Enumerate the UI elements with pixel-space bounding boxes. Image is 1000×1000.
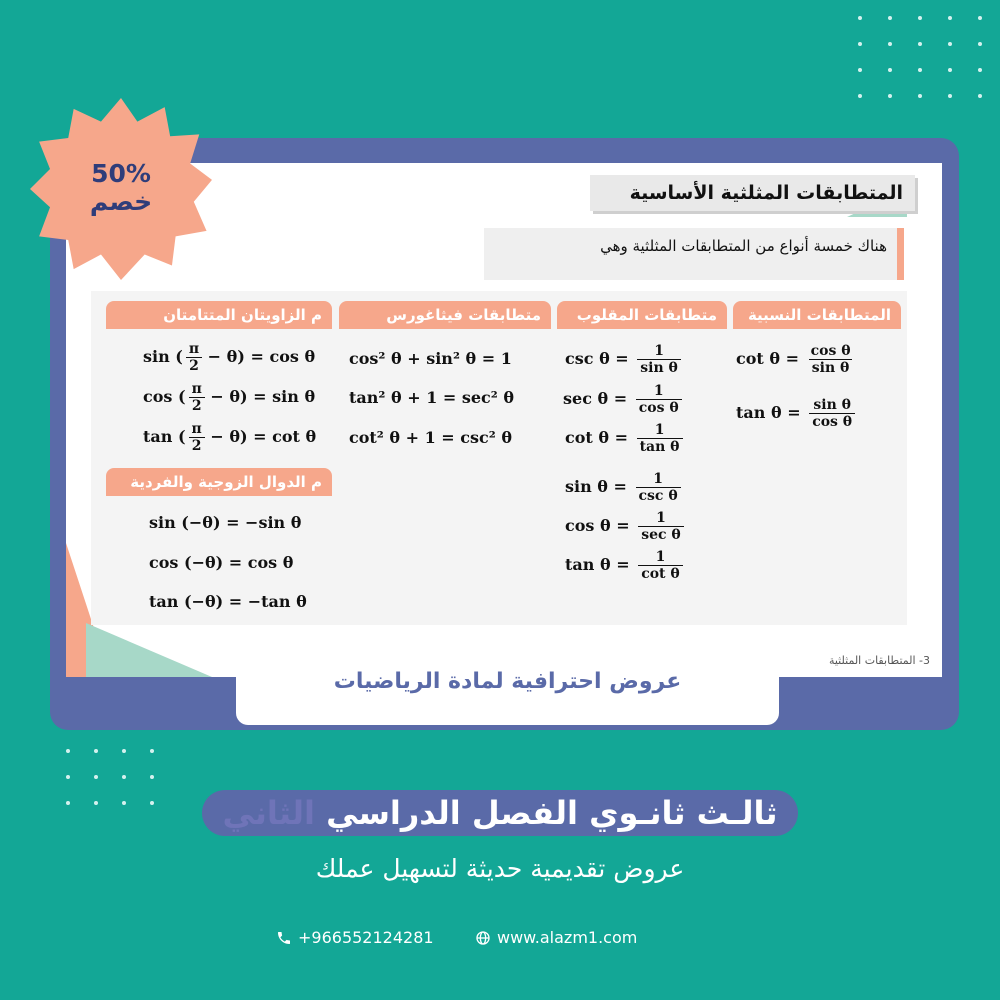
phone-number: +966552124281 xyxy=(298,928,434,947)
formula: cot θ = $\frac{1}{\text{tan θ}}$ xyxy=(565,422,683,455)
formula: csc θ = $\frac{1}{\text{sin θ}}$ xyxy=(565,343,681,376)
formula: tan (−θ) = −tan θ xyxy=(149,592,307,611)
slide-intro: هناك خمسة أنواع من المتطابقات المثلثية وهي xyxy=(484,228,904,280)
decorative-dots-top-right xyxy=(858,16,982,98)
banner-text: عروض احترافية لمادة الرياضيات xyxy=(333,669,682,694)
formula: sin θ = $\frac{1}{\text{csc θ}}$ xyxy=(565,471,681,504)
slide-footer: 3- المتطابقات المثلثية xyxy=(828,654,930,667)
group-header-even-odd: م الدوال الزوجية والفردية xyxy=(106,468,332,496)
banner xyxy=(236,643,779,725)
group-header-pythagorean: متطابقات فيثاغورس xyxy=(339,301,551,329)
headline-main: ثالـث ثانـوي الفصل الدراسي xyxy=(326,794,778,832)
formula: sec θ = $\frac{1}{\text{cos θ}}$ xyxy=(563,383,682,416)
website-link[interactable] xyxy=(475,928,637,947)
identities-panel xyxy=(91,291,907,625)
discount-badge-text xyxy=(30,160,212,216)
formula: cos ( $\frac{\pi}{2}$ − θ) = sin θ xyxy=(143,381,316,414)
formula: cos (−θ) = cos θ xyxy=(149,553,294,572)
subline: عروض تقديمية حديثة لتسهيل عملك xyxy=(315,854,685,883)
formula: cos² θ + sin² θ = 1 xyxy=(349,349,512,368)
slide-preview xyxy=(66,163,942,677)
discount-percent: 50% xyxy=(91,159,151,188)
formula: cot² θ + 1 = csc² θ xyxy=(349,428,513,447)
group-header-reciprocal: متطابقات المقلوب xyxy=(557,301,727,329)
decorative-triangle xyxy=(86,623,226,677)
discount-label: خصم xyxy=(89,187,153,216)
formula: tan θ = $\frac{\text{sin θ}}{\text{cos θ}}$ xyxy=(736,397,855,430)
headline-highlight xyxy=(202,790,797,836)
phone-icon xyxy=(276,930,292,946)
formula: tan² θ + 1 = sec² θ xyxy=(349,388,515,407)
website-url: www.alazm1.com xyxy=(497,928,638,947)
phone-contact[interactable] xyxy=(276,928,434,947)
formula: tan θ = $\frac{1}{\text{cot θ}}$ xyxy=(565,549,683,582)
formula: cos θ = $\frac{1}{\text{sec θ}}$ xyxy=(565,510,684,543)
slide-title: المتطابقات المثلثية الأساسية xyxy=(590,175,915,211)
group-header-ratio: المتطابقات النسبية xyxy=(733,301,901,329)
formula: cot θ = $\frac{\text{cos θ}}{\text{sin θ}}$ xyxy=(736,343,851,376)
formula: tan ( $\frac{\pi}{2}$ − θ) = cot θ xyxy=(143,421,317,454)
formula: sin (−θ) = −sin θ xyxy=(149,513,302,532)
formula: sin ( $\frac{\pi}{2}$ − θ) = cos θ xyxy=(143,341,316,374)
headline xyxy=(0,790,1000,844)
headline-accent: الثاني xyxy=(222,794,315,832)
group-header-complementary: م الزاويتان المتتامتان xyxy=(106,301,332,329)
globe-icon xyxy=(475,930,491,946)
